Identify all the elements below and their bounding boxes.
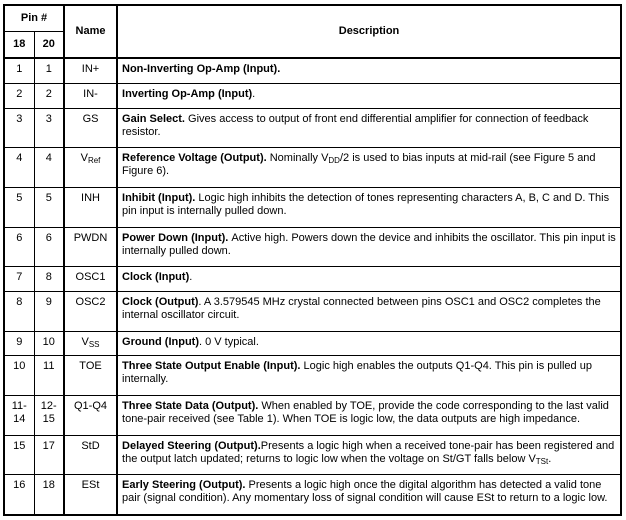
table-body xyxy=(4,58,621,515)
description-cell: Power Down (Input). Active high. Powers down the device and inhibits the oscillator. This pin input is internally pulled down. xyxy=(117,227,621,267)
pin18-cell: 16 xyxy=(4,475,34,515)
pin20-cell: 8 xyxy=(34,267,64,292)
description-cell: Gain Select. Gives access to output of front end differential amplifier for connection of feedback resistor. xyxy=(117,108,621,148)
description-cell: Clock (Output). A 3.579545 MHz crystal connected between pins OSC1 and OSC2 completes the internal oscillator circuit. xyxy=(117,292,621,332)
description-cell: Clock (Input). xyxy=(117,267,621,292)
table-row xyxy=(4,475,621,515)
table-row xyxy=(4,435,621,475)
package-18-column-header: 18 xyxy=(4,31,34,58)
description-cell: Delayed Steering (Output).Presents a logic high when a received tone-pair has been registered and the output latch updated; returns to logic low when the voltage on St/GT falls below $V_{TSt}$. xyxy=(117,435,621,475)
name-cell: $V_{Ref}$ xyxy=(64,148,117,188)
description-cell: Reference Voltage (Output). Nominally $V_{DD}/2$ is used to bias inputs at mid-rail (see Figure 5 and Figure 6). xyxy=(117,148,621,188)
table-row xyxy=(4,187,621,227)
name-cell: INH xyxy=(64,187,117,227)
table-row xyxy=(4,267,621,292)
name-cell: OSC1 xyxy=(64,267,117,292)
description-cell: Three State Data (Output). When enabled by TOE, provide the code corresponding to the last valid tone-pair received (see Table 1). When TOE is logic low, the data outputs are high impedance. xyxy=(117,396,621,436)
description-column-header: Description xyxy=(117,5,621,58)
table-row xyxy=(4,356,621,396)
pin18-cell: 5 xyxy=(4,187,34,227)
pin-number-group-header: Pin # xyxy=(4,5,64,31)
table-header xyxy=(4,5,621,58)
pin20-cell: 18 xyxy=(34,475,64,515)
table-row xyxy=(4,58,621,83)
name-cell: OSC2 xyxy=(64,292,117,332)
pin-description-table xyxy=(3,4,622,516)
pin20-cell: 17 xyxy=(34,435,64,475)
table-row xyxy=(4,148,621,188)
package-20-column-header: 20 xyxy=(34,31,64,58)
name-cell: ESt xyxy=(64,475,117,515)
pin20-cell: 5 xyxy=(34,187,64,227)
name-cell: $V_{SS}$ xyxy=(64,331,117,356)
name-cell: Q1-Q4 xyxy=(64,396,117,436)
description-cell: Ground (Input). 0 V typical. xyxy=(117,331,621,356)
pin20-cell: 11 xyxy=(34,356,64,396)
table-row xyxy=(4,108,621,148)
pin18-cell: 1 xyxy=(4,58,34,83)
name-column-header: Name xyxy=(64,5,117,58)
name-cell: PWDN xyxy=(64,227,117,267)
name-cell: TOE xyxy=(64,356,117,396)
pin18-cell: 10 xyxy=(4,356,34,396)
pin18-cell: 3 xyxy=(4,108,34,148)
pin20-cell: 12-15 xyxy=(34,396,64,436)
pin18-cell: 9 xyxy=(4,331,34,356)
pin20-cell: 2 xyxy=(34,83,64,108)
pin20-cell: 1 xyxy=(34,58,64,83)
name-cell: GS xyxy=(64,108,117,148)
table-row xyxy=(4,83,621,108)
table-row xyxy=(4,292,621,332)
pin20-cell: 10 xyxy=(34,331,64,356)
pin18-cell: 2 xyxy=(4,83,34,108)
description-cell: Inhibit (Input). Logic high inhibits the detection of tones representing characters A, B, C and D. This pin input is internally pulled down. xyxy=(117,187,621,227)
pin18-cell: 7 xyxy=(4,267,34,292)
description-cell: Early Steering (Output). Presents a logic high once the digital algorithm has detected a valid tone pair (signal condition). Any momentary loss of signal condition will cause ESt to return to a logic low. xyxy=(117,475,621,515)
pin18-cell: 8 xyxy=(4,292,34,332)
description-cell: Inverting Op-Amp (Input). xyxy=(117,83,621,108)
description-cell: Non-Inverting Op-Amp (Input). xyxy=(117,58,621,83)
pin18-cell: 15 xyxy=(4,435,34,475)
pin18-cell: 4 xyxy=(4,148,34,188)
description-cell: Three State Output Enable (Input). Logic high enables the outputs Q1-Q4. This pin is pulled up internally. xyxy=(117,356,621,396)
name-cell: IN- xyxy=(64,83,117,108)
pin20-cell: 6 xyxy=(34,227,64,267)
pin18-cell: 11-14 xyxy=(4,396,34,436)
pin20-cell: 3 xyxy=(34,108,64,148)
pin20-cell: 4 xyxy=(34,148,64,188)
pin18-cell: 6 xyxy=(4,227,34,267)
table-row xyxy=(4,227,621,267)
name-cell: IN+ xyxy=(64,58,117,83)
pin20-cell: 9 xyxy=(34,292,64,332)
table-row xyxy=(4,331,621,356)
name-cell: StD xyxy=(64,435,117,475)
table-row xyxy=(4,396,621,436)
